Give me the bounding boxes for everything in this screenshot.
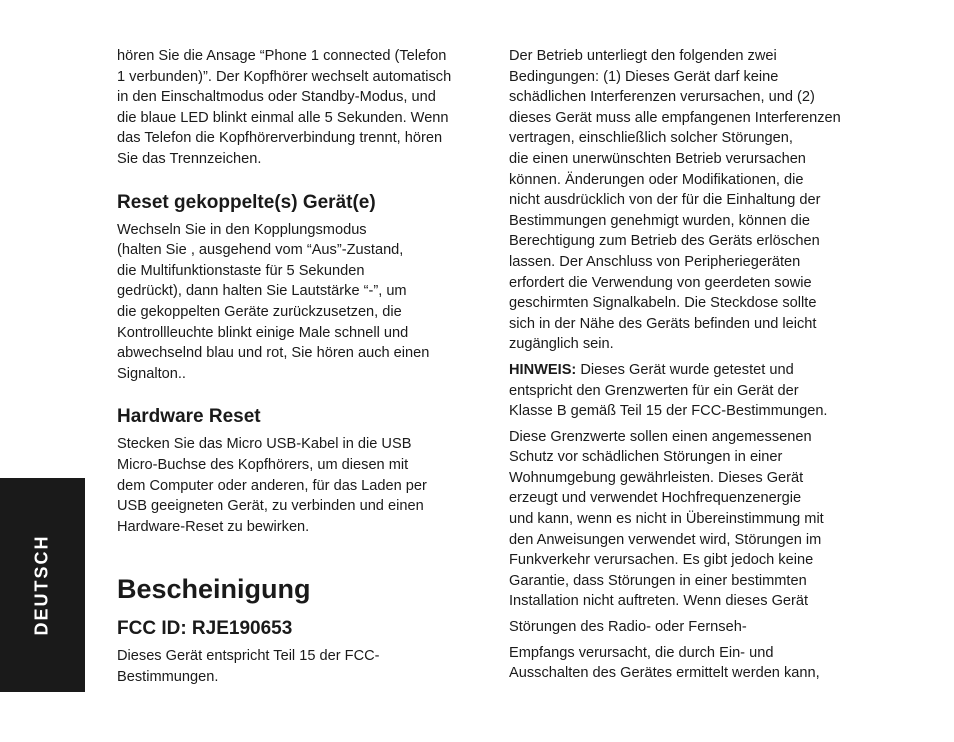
- text-line: Wechseln Sie in den Kopplungsmodus: [117, 221, 367, 238]
- text-line: in den Einschaltmodus oder Standby-Modus, und: [117, 89, 436, 106]
- note-label: HINWEIS:: [509, 361, 577, 378]
- text-line: die einen unerwünschten Betrieb verursachen: [509, 150, 806, 167]
- text-line: [509, 360, 877, 381]
- note-first-text: Dieses Gerät wurde getestet und: [576, 361, 794, 378]
- text-line: entspricht den Grenzwerten für ein Gerät der: [509, 382, 799, 399]
- text-line: Diese Grenzwerte sollen einen angemessenen: [509, 428, 812, 445]
- text-line: erzeugt und verwendet Hochfrequenzenergie: [509, 490, 802, 507]
- text-line: Bedingungen: (1) Dieses Gerät darf keine: [509, 68, 779, 85]
- reception-paragraph: [509, 643, 877, 684]
- intro-paragraph: [117, 46, 489, 170]
- interference-paragraph: [509, 617, 877, 638]
- text-line: Hardware-Reset zu bewirken.: [117, 518, 310, 535]
- text-line: Micro-Buchse des Kopfhörers, um diesen mit: [117, 456, 409, 473]
- text-line: Wohnumgebung gewährleisten. Dieses Gerät: [509, 469, 804, 486]
- hardware-reset-heading: Hardware Reset: [117, 406, 261, 428]
- text-line: Bestimmungen.: [117, 668, 219, 685]
- text-line: Signalton..: [117, 365, 186, 382]
- text-line: abwechselnd blau und rot, Sie hören auch einen: [117, 345, 430, 362]
- text-line: schädlichen Interferenzen verursachen, und (2): [509, 89, 815, 106]
- text-line: vertragen, einschließlich solcher Störungen,: [509, 130, 793, 147]
- text-line: Dieses Gerät entspricht Teil 15 der FCC-: [117, 648, 380, 665]
- text-line: Garantie, dass Störungen in einer bestimmten: [509, 572, 807, 589]
- text-line: gedrückt), dann halten Sie Lautstärke “-”, um: [117, 283, 407, 300]
- text-line: geschirmten Signalkabeln. Die Steckdose sollte: [509, 295, 817, 312]
- limits-paragraph: [509, 427, 877, 612]
- text-line: das Telefon die Kopfhörerverbindung trennt, hören: [117, 130, 443, 147]
- text-line: Klasse B gemäß Teil 15 der FCC-Bestimmungen.: [509, 403, 828, 420]
- text-line: den Anweisungen verwendet wird, Störungen im: [509, 531, 822, 548]
- text-line: und kann, wenn es nicht in Übereinstimmung mit: [509, 511, 824, 528]
- text-line: Installation nicht auftreten. Wenn dieses Gerät: [509, 593, 809, 610]
- text-line: 1 verbunden)”. Der Kopfhörer wechselt automatisch: [117, 68, 452, 85]
- text-line: Schutz vor schädlichen Störungen in einer: [509, 449, 783, 466]
- text-line: dieses Gerät muss alle empfangenen Interferenzen: [509, 109, 841, 126]
- text-line: Stecken Sie das Micro USB-Kabel in die USB: [117, 436, 412, 453]
- text-line: sich in der Nähe des Geräts befinden und leicht: [509, 315, 817, 332]
- certification-heading: Bescheinigung: [117, 574, 311, 605]
- text-line: (halten Sie , ausgehend vom “Aus”-Zustand,: [117, 242, 404, 259]
- left-column: [117, 46, 489, 687]
- text-line: die Multifunktionstaste für 5 Sekunden: [117, 262, 365, 279]
- text-line: hören Sie die Ansage “Phone 1 connected (Telefon: [117, 48, 447, 64]
- text-line: USB geeigneten Gerät, zu verbinden und einen: [117, 498, 424, 515]
- language-tab-label: DEUTSCH: [31, 534, 52, 636]
- reset-paragraph: [117, 220, 489, 385]
- text-line: zugänglich sein.: [509, 336, 614, 353]
- text-line: dem Computer oder anderen, für das Laden per: [117, 477, 427, 494]
- fcc-paragraph: [117, 646, 489, 687]
- reset-paired-devices-heading: Reset gekoppelte(s) Gerät(e): [117, 191, 376, 213]
- operation-conditions-paragraph: [509, 46, 877, 355]
- text-line: nicht ausdrücklich von der für die Einhaltung der: [509, 192, 821, 209]
- text-line: können. Änderungen oder Modifikationen, die: [509, 171, 804, 188]
- note-paragraph: [509, 360, 877, 422]
- text-line: Sie das Trennzeichen.: [117, 150, 262, 167]
- right-column: [509, 46, 877, 689]
- text-line: Störungen des Radio- oder Fernseh-: [509, 619, 747, 636]
- text-line: die blaue LED blinkt einmal alle 5 Sekunden. Wenn: [117, 109, 449, 126]
- text-line: die gekoppelten Geräte zurückzusetzen, die: [117, 303, 402, 320]
- text-line: Kontrollleuchte blinkt einige Male schnell und: [117, 324, 409, 341]
- text-line: erfordert die Verwendung von geerdeten sowie: [509, 274, 812, 291]
- text-line: lassen. Der Anschluss von Peripheriegeräten: [509, 253, 801, 270]
- text-line: Empfangs verursacht, die durch Ein- und: [509, 644, 774, 661]
- text-line: Bestimmungen genehmigt wurden, können die: [509, 212, 810, 229]
- text-line: Der Betrieb unterliegt den folgenden zwei: [509, 48, 777, 64]
- fcc-id-heading: FCC ID: RJE190653: [117, 618, 293, 640]
- text-line: Funkverkehr verursachen. Es gibt jedoch keine: [509, 552, 814, 569]
- text-line: Ausschalten des Gerätes ermittelt werden kann,: [509, 665, 820, 682]
- hardware-reset-paragraph: [117, 434, 489, 537]
- text-line: Berechtigung zum Betrieb des Geräts erlöschen: [509, 233, 820, 250]
